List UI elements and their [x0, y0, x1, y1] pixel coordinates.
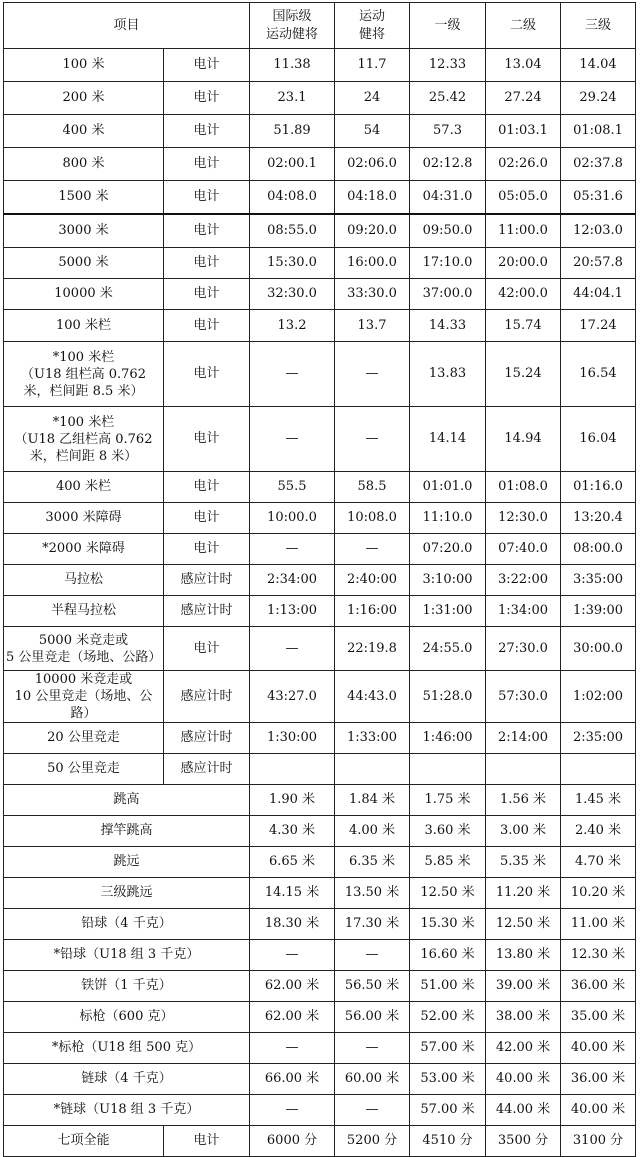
header-item-cell: 项目	[4, 3, 250, 49]
value-cell: 12:03.0	[561, 214, 636, 248]
value-cell: 1:02:00	[561, 671, 636, 723]
value-cell: 04:31.0	[410, 181, 486, 214]
event-cell: 标枪（600 克）	[4, 1002, 250, 1033]
value-cell: 6.65 米	[250, 847, 335, 878]
value-cell: 42.00 米	[486, 1033, 561, 1064]
value-cell: 3:35:00	[561, 565, 636, 596]
event-cell: 半程马拉松	[4, 596, 164, 627]
value-cell: 15.24	[486, 342, 561, 407]
value-cell: —	[335, 342, 410, 407]
value-cell: 44.00 米	[486, 1095, 561, 1126]
table-row	[4, 248, 636, 279]
value-cell: 04:08.0	[250, 181, 335, 214]
timing-cell: 电计	[164, 279, 250, 310]
value-cell: 02:37.8	[561, 148, 636, 181]
value-cell: 2:40:00	[335, 565, 410, 596]
value-cell: 10.20 米	[561, 878, 636, 909]
event-cell: 链球（4 千克）	[4, 1064, 250, 1095]
value-cell: 51.89	[250, 115, 335, 148]
event-cell: 3000 米	[4, 214, 164, 248]
value-cell: 1:13:00	[250, 596, 335, 627]
value-cell: 17.30 米	[335, 909, 410, 940]
event-cell: 10000 米	[4, 279, 164, 310]
timing-cell: 电计	[164, 181, 250, 214]
event-cell: 1500 米	[4, 181, 164, 214]
value-cell: 1.75 米	[410, 785, 486, 816]
timing-cell: 感应计时	[164, 754, 250, 785]
value-cell: 11.00 米	[561, 909, 636, 940]
value-cell	[486, 754, 561, 785]
header-row	[4, 3, 636, 49]
value-cell: 1:33:00	[335, 723, 410, 754]
event-cell: 20 公里竞走	[4, 723, 164, 754]
value-cell: 1.90 米	[250, 785, 335, 816]
value-cell: 12.30 米	[561, 940, 636, 971]
value-cell: 4.00 米	[335, 816, 410, 847]
value-cell: 51.00 米	[410, 971, 486, 1002]
timing-cell: 感应计时	[164, 671, 250, 723]
value-cell: 25.42	[410, 82, 486, 115]
table-row	[4, 816, 636, 847]
value-cell: 23.1	[250, 82, 335, 115]
value-cell: 05:05.0	[486, 181, 561, 214]
table-row	[4, 596, 636, 627]
value-cell: 14.94	[486, 407, 561, 472]
value-cell: 44:04.1	[561, 279, 636, 310]
value-cell: 55.5	[250, 472, 335, 503]
event-cell: 5000 米竞走或 5 公里竞走（场地、公路）	[4, 627, 164, 671]
value-cell: 40.00 米	[561, 1095, 636, 1126]
timing-cell: 电计	[164, 214, 250, 248]
value-cell: 01:08.1	[561, 115, 636, 148]
value-cell: 39.00 米	[486, 971, 561, 1002]
value-cell: 1.56 米	[486, 785, 561, 816]
header-level-cell: 三级	[561, 3, 636, 49]
value-cell	[335, 754, 410, 785]
value-cell: 6000 分	[250, 1126, 335, 1157]
timing-cell: 电计	[164, 503, 250, 534]
timing-cell: 电计	[164, 82, 250, 115]
value-cell: 36.00 米	[561, 1064, 636, 1095]
table-row	[4, 407, 636, 472]
event-cell: 50 公里竞走	[4, 754, 164, 785]
event-cell: 三级跳远	[4, 878, 250, 909]
value-cell: 13.04	[486, 49, 561, 82]
value-cell: 17:10.0	[410, 248, 486, 279]
value-cell: 3100 分	[561, 1126, 636, 1157]
timing-cell: 电计	[164, 310, 250, 342]
value-cell: 33:30.0	[335, 279, 410, 310]
value-cell: 54	[335, 115, 410, 148]
value-cell: 57.3	[410, 115, 486, 148]
value-cell: 10:08.0	[335, 503, 410, 534]
value-cell: 3:22:00	[486, 565, 561, 596]
value-cell: 24:55.0	[410, 627, 486, 671]
value-cell: 17.24	[561, 310, 636, 342]
value-cell: 3.00 米	[486, 816, 561, 847]
value-cell: 4510 分	[410, 1126, 486, 1157]
event-cell: 5000 米	[4, 248, 164, 279]
value-cell: 04:18.0	[335, 181, 410, 214]
value-cell	[561, 754, 636, 785]
table-row	[4, 878, 636, 909]
table-row	[4, 49, 636, 82]
header-level-cell: 二级	[486, 3, 561, 49]
value-cell: 02:12.8	[410, 148, 486, 181]
value-cell: 3.60 米	[410, 816, 486, 847]
value-cell: 1.84 米	[335, 785, 410, 816]
value-cell: 1:46:00	[410, 723, 486, 754]
value-cell: 18.30 米	[250, 909, 335, 940]
table-row	[4, 503, 636, 534]
value-cell: 13.80 米	[486, 940, 561, 971]
value-cell: 56.50 米	[335, 971, 410, 1002]
value-cell: 5.35 米	[486, 847, 561, 878]
timing-cell: 电计	[164, 534, 250, 565]
value-cell: 11.20 米	[486, 878, 561, 909]
value-cell: 16.04	[561, 407, 636, 472]
value-cell: 1:16:00	[335, 596, 410, 627]
value-cell: 12.33	[410, 49, 486, 82]
value-cell: —	[250, 342, 335, 407]
timing-cell: 电计	[164, 1126, 250, 1157]
event-cell: 200 米	[4, 82, 164, 115]
event-cell: 800 米	[4, 148, 164, 181]
value-cell: 09:20.0	[335, 214, 410, 248]
event-cell: 七项全能	[4, 1126, 164, 1157]
value-cell: 15.30 米	[410, 909, 486, 940]
value-cell: 20:00.0	[486, 248, 561, 279]
table-row	[4, 1095, 636, 1126]
value-cell: 14.14	[410, 407, 486, 472]
value-cell: 32:30.0	[250, 279, 335, 310]
value-cell: 08:00.0	[561, 534, 636, 565]
value-cell: 13.2	[250, 310, 335, 342]
value-cell: 13.50 米	[335, 878, 410, 909]
value-cell: 11:00.0	[486, 214, 561, 248]
table-row	[4, 181, 636, 214]
value-cell	[410, 754, 486, 785]
value-cell: 4.30 米	[250, 816, 335, 847]
timing-cell: 电计	[164, 407, 250, 472]
timing-cell: 电计	[164, 472, 250, 503]
value-cell: 35.00 米	[561, 1002, 636, 1033]
value-cell: 22:19.8	[335, 627, 410, 671]
value-cell: 27.24	[486, 82, 561, 115]
value-cell: 07:40.0	[486, 534, 561, 565]
value-cell: —	[250, 534, 335, 565]
value-cell: —	[335, 1095, 410, 1126]
table-row	[4, 1126, 636, 1157]
event-cell: *100 米栏 （U18 乙组栏高 0.762 米，栏间距 8 米）	[4, 407, 164, 472]
timing-cell: 感应计时	[164, 596, 250, 627]
table-row	[4, 847, 636, 878]
table-row	[4, 1033, 636, 1064]
value-cell: —	[250, 1033, 335, 1064]
value-cell: 20:57.8	[561, 248, 636, 279]
table-row	[4, 1002, 636, 1033]
value-cell: 12.50 米	[486, 909, 561, 940]
table-row	[4, 1064, 636, 1095]
event-cell: 撑竿跳高	[4, 816, 250, 847]
value-cell: 16:00.0	[335, 248, 410, 279]
value-cell: 1:39:00	[561, 596, 636, 627]
value-cell: 15:30.0	[250, 248, 335, 279]
table-row	[4, 342, 636, 407]
value-cell: 27:30.0	[486, 627, 561, 671]
value-cell: 02:00.1	[250, 148, 335, 181]
value-cell: 01:01.0	[410, 472, 486, 503]
timing-cell: 感应计时	[164, 723, 250, 754]
timing-cell: 电计	[164, 342, 250, 407]
value-cell: 6.35 米	[335, 847, 410, 878]
timing-cell: 电计	[164, 148, 250, 181]
value-cell: —	[250, 1095, 335, 1126]
value-cell: 09:50.0	[410, 214, 486, 248]
value-cell: 44:43.0	[335, 671, 410, 723]
value-cell: 29.24	[561, 82, 636, 115]
value-cell: 3500 分	[486, 1126, 561, 1157]
event-cell: *铅球（U18 组 3 千克）	[4, 940, 250, 971]
value-cell: 01:16.0	[561, 472, 636, 503]
value-cell: 37:00.0	[410, 279, 486, 310]
value-cell: —	[335, 407, 410, 472]
timing-cell: 感应计时	[164, 565, 250, 596]
value-cell: —	[250, 627, 335, 671]
table-row	[4, 909, 636, 940]
table-row	[4, 940, 636, 971]
value-cell: 05:31.6	[561, 181, 636, 214]
value-cell: 14.33	[410, 310, 486, 342]
value-cell: 5.85 米	[410, 847, 486, 878]
value-cell: 11.38	[250, 49, 335, 82]
value-cell: 12:30.0	[486, 503, 561, 534]
value-cell: 13.83	[410, 342, 486, 407]
value-cell: 38.00 米	[486, 1002, 561, 1033]
value-cell: 24	[335, 82, 410, 115]
event-cell: *100 米栏 （U18 组栏高 0.762 米，栏间距 8.5 米）	[4, 342, 164, 407]
value-cell: 30:00.0	[561, 627, 636, 671]
event-cell: *2000 米障碍	[4, 534, 164, 565]
timing-cell: 电计	[164, 627, 250, 671]
event-cell: 10000 米竞走或 10 公里竞走（场地、公路）	[4, 671, 164, 723]
value-cell: 5200 分	[335, 1126, 410, 1157]
value-cell: 13:20.4	[561, 503, 636, 534]
value-cell: —	[335, 940, 410, 971]
value-cell: 14.15 米	[250, 878, 335, 909]
value-cell: 11:10.0	[410, 503, 486, 534]
value-cell: 66.00 米	[250, 1064, 335, 1095]
value-cell: 40.00 米	[561, 1033, 636, 1064]
value-cell: 1:30:00	[250, 723, 335, 754]
event-cell: 铅球（4 千克）	[4, 909, 250, 940]
value-cell: 57:30.0	[486, 671, 561, 723]
value-cell: 3:10:00	[410, 565, 486, 596]
value-cell: 15.74	[486, 310, 561, 342]
table-row	[4, 214, 636, 248]
value-cell: 2:35:00	[561, 723, 636, 754]
event-cell: 100 米栏	[4, 310, 164, 342]
value-cell: 43:27.0	[250, 671, 335, 723]
value-cell: 02:06.0	[335, 148, 410, 181]
value-cell: 4.70 米	[561, 847, 636, 878]
event-cell: 400 米	[4, 115, 164, 148]
value-cell: 16.54	[561, 342, 636, 407]
value-cell: —	[250, 940, 335, 971]
value-cell	[250, 754, 335, 785]
value-cell: 62.00 米	[250, 971, 335, 1002]
value-cell: 13.7	[335, 310, 410, 342]
value-cell: 2:14:00	[486, 723, 561, 754]
value-cell: 52.00 米	[410, 1002, 486, 1033]
value-cell: 16.60 米	[410, 940, 486, 971]
header-level-cell: 一级	[410, 3, 486, 49]
table-row	[4, 785, 636, 816]
table-row	[4, 279, 636, 310]
table-row	[4, 82, 636, 115]
event-cell: 100 米	[4, 49, 164, 82]
value-cell: —	[250, 407, 335, 472]
event-cell: *链球（U18 组 3 千克）	[4, 1095, 250, 1126]
value-cell: —	[335, 534, 410, 565]
table-row	[4, 627, 636, 671]
value-cell: 12.50 米	[410, 878, 486, 909]
event-cell: 铁饼（1 千克）	[4, 971, 250, 1002]
value-cell: 1.45 米	[561, 785, 636, 816]
event-cell: 3000 米障碍	[4, 503, 164, 534]
value-cell: 1:34:00	[486, 596, 561, 627]
value-cell: 10:00.0	[250, 503, 335, 534]
value-cell: 57.00 米	[410, 1033, 486, 1064]
table-row	[4, 754, 636, 785]
event-cell: *标枪（U18 组 500 克）	[4, 1033, 250, 1064]
event-cell: 跳远	[4, 847, 250, 878]
value-cell: 2:34:00	[250, 565, 335, 596]
value-cell: 51:28.0	[410, 671, 486, 723]
value-cell: 42:00.0	[486, 279, 561, 310]
table-row	[4, 472, 636, 503]
event-cell: 400 米栏	[4, 472, 164, 503]
table-row	[4, 310, 636, 342]
timing-cell: 电计	[164, 49, 250, 82]
value-cell: 40.00 米	[486, 1064, 561, 1095]
value-cell: 2.40 米	[561, 816, 636, 847]
table-row	[4, 723, 636, 754]
event-cell: 马拉松	[4, 565, 164, 596]
table-row	[4, 148, 636, 181]
value-cell: 14.04	[561, 49, 636, 82]
value-cell: 01:08.0	[486, 472, 561, 503]
header-level-cell: 运动 健将	[335, 3, 410, 49]
value-cell: —	[335, 1033, 410, 1064]
timing-cell: 电计	[164, 248, 250, 279]
timing-cell: 电计	[164, 115, 250, 148]
value-cell: 07:20.0	[410, 534, 486, 565]
value-cell: 57.00 米	[410, 1095, 486, 1126]
table-row	[4, 565, 636, 596]
value-cell: 62.00 米	[250, 1002, 335, 1033]
value-cell: 56.00 米	[335, 1002, 410, 1033]
value-cell: 36.00 米	[561, 971, 636, 1002]
value-cell: 58.5	[335, 472, 410, 503]
value-cell: 08:55.0	[250, 214, 335, 248]
header-level-cell: 国际级 运动健将	[250, 3, 335, 49]
value-cell: 02:26.0	[486, 148, 561, 181]
value-cell: 11.7	[335, 49, 410, 82]
table-row	[4, 115, 636, 148]
value-cell: 1:31:00	[410, 596, 486, 627]
table-row	[4, 671, 636, 723]
table-row	[4, 971, 636, 1002]
standards-table	[3, 2, 636, 1157]
event-cell: 跳高	[4, 785, 250, 816]
value-cell: 53.00 米	[410, 1064, 486, 1095]
value-cell: 01:03.1	[486, 115, 561, 148]
value-cell: 60.00 米	[335, 1064, 410, 1095]
table-row	[4, 534, 636, 565]
